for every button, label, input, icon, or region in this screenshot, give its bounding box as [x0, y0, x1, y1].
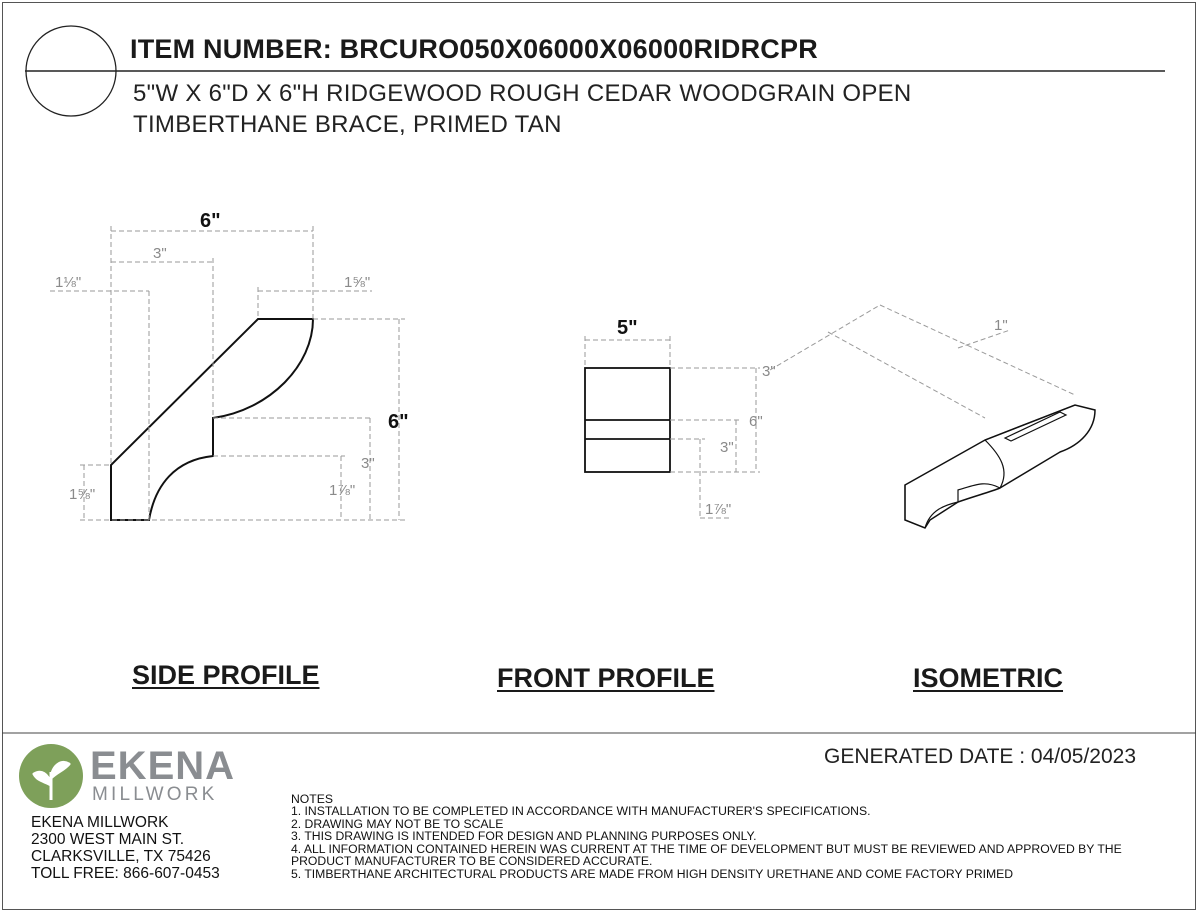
company-phone: TOLL FREE: 866-607-0453: [31, 865, 220, 882]
leaf-logo-icon: [19, 744, 83, 808]
front-profile-drawing: [585, 317, 776, 518]
company-name: EKENA MILLWORK: [31, 814, 169, 831]
description-line-1: 5"W X 6"D X 6"H RIDGEWOOD ROUGH CEDAR WOODGRAIN OPEN: [133, 80, 912, 107]
dim-top-right: 1⅝": [344, 274, 371, 291]
dim-front-width: 5": [617, 317, 638, 339]
isometric-dimension-lines: [770, 305, 1075, 418]
company-city: CLARKSVILLE, TX 75426: [31, 848, 211, 865]
note-item: 5. TIMBERTHANE ARCHITECTURAL PRODUCTS ARE MADE FROM HIGH DENSITY URETHANE AND COME FACTORY PRIMED: [291, 867, 1014, 881]
dim-front-lower: 3": [720, 439, 734, 456]
isometric-label: ISOMETRIC: [913, 663, 1064, 693]
dim-front-top: 3": [762, 363, 776, 380]
dim-iso-slot: 1": [994, 317, 1008, 334]
dim-mid-height: 3": [361, 455, 375, 472]
note-item: PRODUCT MANUFACTURER TO BE CONSIDERED ACCURATE.: [291, 854, 653, 868]
description-line-2: TIMBERTHANE BRACE, PRIMED TAN: [133, 111, 562, 138]
side-profile-label: SIDE PROFILE: [132, 660, 320, 690]
dim-inner-height: 1⅞": [329, 482, 356, 499]
brand-name: EKENA: [90, 744, 236, 788]
item-number: ITEM NUMBER: BRCURO050X06000X06000RIDRCPR: [130, 34, 818, 64]
generated-date: GENERATED DATE : 04/05/2023: [824, 745, 1137, 768]
dim-bottom-left: 1⅝": [69, 486, 96, 503]
dim-overall-height: 6": [388, 411, 409, 433]
dim-front-bottom: 1⅞": [705, 501, 732, 518]
dim-left-offset: 1⅛": [55, 274, 82, 291]
note-item: 3. THIS DRAWING IS INTENDED FOR DESIGN AND PLANNING PURPOSES ONLY.: [291, 829, 757, 843]
side-profile-drawing: [50, 210, 409, 520]
company-street: 2300 WEST MAIN ST.: [31, 831, 185, 848]
front-profile-label: FRONT PROFILE: [497, 663, 715, 693]
note-item: 1. INSTALLATION TO BE COMPLETED IN ACCORDANCE WITH MANUFACTURER'S SPECIFICATIONS.: [291, 804, 871, 818]
dim-overall-width: 6": [200, 210, 221, 232]
dim-front-height: 6": [749, 413, 763, 430]
side-profile-shape: [111, 319, 313, 520]
isometric-drawing: [770, 305, 1095, 528]
dim-half-width: 3": [153, 245, 167, 262]
brand-subtitle: MILLWORK: [92, 784, 218, 805]
notes-title: NOTES: [291, 792, 333, 806]
note-item: 4. ALL INFORMATION CONTAINED HEREIN WAS CURRENT AT THE TIME OF DEVELOPMENT BUT MUST BE REVIEWED AND APPROVED BY THE: [291, 842, 1122, 856]
note-item: 2. DRAWING MAY NOT BE TO SCALE: [291, 817, 504, 831]
isometric-body: [905, 405, 1095, 528]
